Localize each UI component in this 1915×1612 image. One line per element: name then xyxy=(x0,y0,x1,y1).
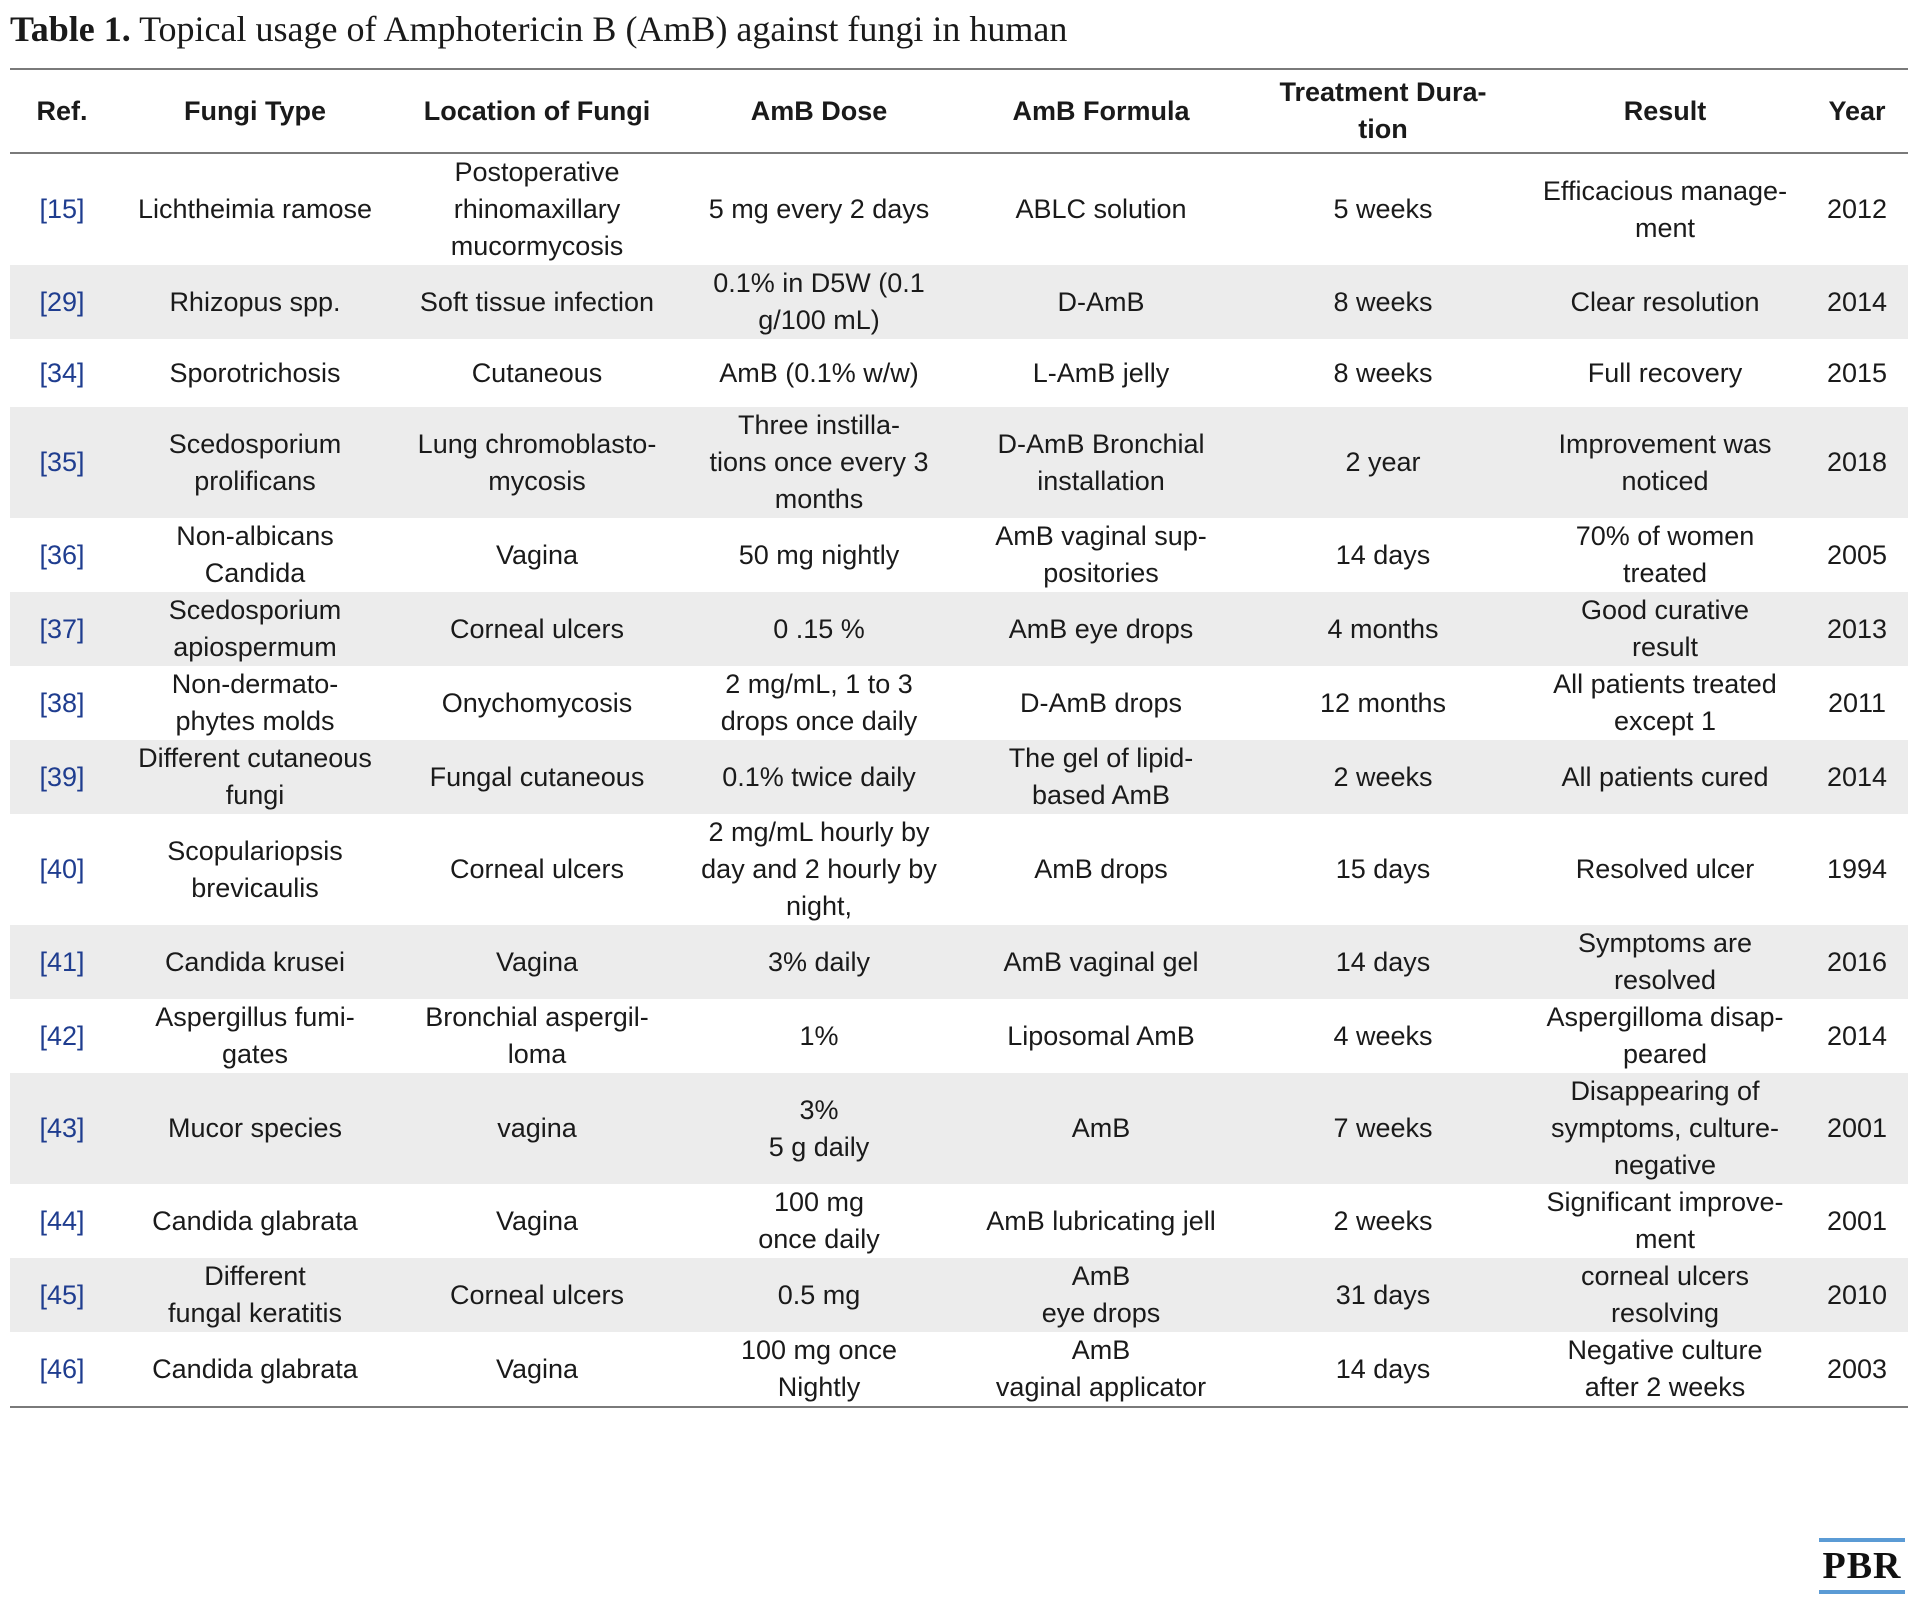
cell-dose: 100 mg once Nightly xyxy=(678,1332,960,1407)
table-row xyxy=(10,1184,1908,1258)
table-row xyxy=(10,339,1908,407)
cell-year: 1994 xyxy=(1826,854,1888,884)
header-fungi-type: Fungi Type xyxy=(114,69,396,153)
cell-formula: L-AmB jelly xyxy=(1032,357,1170,388)
table-row xyxy=(10,518,1908,592)
cell-location: Bronchial aspergil- loma xyxy=(425,1002,649,1069)
cell-location: Postoperative rhinomaxillary mucormycosis xyxy=(450,157,624,261)
logo-bar-top xyxy=(1819,1538,1905,1542)
header-year: Year xyxy=(1806,69,1908,153)
cell-formula: AmB vaginal gel xyxy=(960,925,1242,999)
cell-location: Vagina xyxy=(396,1332,678,1407)
table-row xyxy=(10,740,1908,814)
table-header-row xyxy=(10,69,1908,153)
table-row xyxy=(10,153,1908,265)
table-row xyxy=(10,925,1908,999)
cell-dose: 1% xyxy=(799,1020,839,1051)
cell-location: Vagina xyxy=(495,1205,579,1236)
cell-year: 2015 xyxy=(1826,357,1888,388)
cell-result: 70% of women treated xyxy=(1575,521,1755,588)
table-row xyxy=(10,999,1908,1073)
cell-ref[interactable]: [15] xyxy=(39,194,85,224)
cell-location: Cutaneous xyxy=(471,357,603,388)
cell-fungi-type: Scedosporium apiospermum xyxy=(114,592,396,666)
cell-year: 2016 xyxy=(1806,925,1908,999)
cell-year: 2014 xyxy=(1826,1020,1888,1051)
cell-result: All patients cured xyxy=(1524,740,1806,814)
cell-dose: 0.5 mg xyxy=(678,1258,960,1332)
cell-location: Corneal ulcers xyxy=(396,1258,678,1332)
table-row xyxy=(10,1332,1908,1407)
cell-location: Fungal cutaneous xyxy=(396,740,678,814)
table-row xyxy=(10,1073,1908,1184)
cell-fungi-type: Lichtheimia ramose xyxy=(137,194,373,224)
cell-result: Symptoms are resolved xyxy=(1524,925,1806,999)
cell-ref[interactable]: [34] xyxy=(39,357,85,388)
cell-ref[interactable]: [41] xyxy=(10,925,114,999)
cell-year: 2011 xyxy=(1827,687,1887,718)
header-location: Location of Fungi xyxy=(396,69,678,153)
cell-result: All patients treated except 1 xyxy=(1553,669,1777,736)
table-row xyxy=(10,814,1908,925)
cell-ref[interactable]: [37] xyxy=(10,592,114,666)
cell-dose: 100 mg once daily xyxy=(758,1187,880,1254)
cell-fungi-type: Sporotrichosis xyxy=(169,357,341,388)
cell-duration: 2 weeks xyxy=(1242,740,1524,814)
cell-fungi-type: Scopulariopsis brevicaulis xyxy=(167,835,343,903)
cell-formula: D-AmB drops xyxy=(1019,687,1183,718)
cell-result: Full recovery xyxy=(1587,357,1743,388)
cell-dose: 2 mg/mL, 1 to 3 drops once daily xyxy=(720,669,918,736)
cell-result: Negative culture after 2 weeks xyxy=(1524,1332,1806,1407)
cell-fungi-type: Candida glabrata xyxy=(152,1205,358,1236)
cell-dose: 0.1% in D5W (0.1 g/100 mL) xyxy=(678,265,960,339)
header-dose: AmB Dose xyxy=(678,69,960,153)
table-caption-label: Table 1. xyxy=(10,9,131,49)
cell-duration: 8 weeks xyxy=(1333,357,1433,388)
table-row xyxy=(10,666,1908,740)
cell-formula: ABLC solution xyxy=(1015,194,1187,224)
cell-formula: AmB lubricating jell xyxy=(986,1205,1216,1236)
logo-text: PBR xyxy=(1822,1545,1902,1587)
cell-formula: AmB xyxy=(960,1073,1242,1184)
cell-result: Improvement was noticed xyxy=(1524,407,1806,518)
cell-fungi-type: Different cutaneous fungi xyxy=(114,740,396,814)
cell-ref[interactable]: [35] xyxy=(10,407,114,518)
cell-fungi-type: Non-dermato- phytes molds xyxy=(171,669,339,736)
cell-dose: AmB (0.1% w/w) xyxy=(719,357,919,388)
cell-duration: 12 months xyxy=(1319,687,1447,718)
table-row xyxy=(10,592,1908,666)
cell-formula: AmB eye drops xyxy=(960,592,1242,666)
cell-location: Vagina xyxy=(396,925,678,999)
cell-formula: AmB eye drops xyxy=(960,1258,1242,1332)
cell-dose: 3% 5 g daily xyxy=(678,1073,960,1184)
cell-location: vagina xyxy=(396,1073,678,1184)
cell-formula: AmB drops xyxy=(1034,854,1168,884)
cell-ref[interactable]: [38] xyxy=(39,687,85,718)
cell-duration: 15 days xyxy=(1335,854,1431,884)
header-ref: Ref. xyxy=(10,69,114,153)
cell-dose: 0.1% twice daily xyxy=(678,740,960,814)
cell-ref[interactable]: [45] xyxy=(10,1258,114,1332)
cell-result: Disappearing of symptoms, culture- negative xyxy=(1524,1073,1806,1184)
cell-year: 2010 xyxy=(1806,1258,1908,1332)
cell-dose: 0 .15 % xyxy=(678,592,960,666)
cell-duration: 2 weeks xyxy=(1333,1205,1433,1236)
cell-year: 2003 xyxy=(1806,1332,1908,1407)
cell-result: Aspergilloma disap- peared xyxy=(1546,1002,1784,1069)
table-row xyxy=(10,265,1908,339)
cell-fungi-type: Scedosporium prolificans xyxy=(114,407,396,518)
cell-result: Clear resolution xyxy=(1524,265,1806,339)
cell-ref[interactable]: [36] xyxy=(39,539,85,570)
cell-duration: 4 months xyxy=(1242,592,1524,666)
table-row xyxy=(10,1258,1908,1332)
cell-year: 2013 xyxy=(1806,592,1908,666)
cell-formula: D-AmB xyxy=(960,265,1242,339)
table-body xyxy=(10,153,1908,1407)
cell-year: 2005 xyxy=(1826,539,1888,570)
cell-ref[interactable]: [43] xyxy=(10,1073,114,1184)
cell-ref[interactable]: [29] xyxy=(10,265,114,339)
cell-duration: 14 days xyxy=(1242,925,1524,999)
cell-location: Onychomycosis xyxy=(441,687,633,718)
cell-year: 2018 xyxy=(1806,407,1908,518)
cell-formula: Liposomal AmB xyxy=(1007,1020,1195,1051)
cell-year: 2001 xyxy=(1826,1205,1888,1236)
cell-ref[interactable]: [46] xyxy=(10,1332,114,1407)
cell-location: Corneal ulcers xyxy=(396,592,678,666)
cell-year: 2012 xyxy=(1826,194,1888,224)
cell-dose: 5 mg every 2 days xyxy=(708,194,930,224)
cell-dose: 2 mg/mL hourly by day and 2 hourly by night, xyxy=(701,817,937,921)
cell-result: corneal ulcers resolving xyxy=(1524,1258,1806,1332)
cell-formula: AmB vaginal sup- positories xyxy=(995,521,1207,588)
header-duration: Treatment Dura- tion xyxy=(1242,69,1524,153)
cell-dose: Three instilla- tions once every 3 months xyxy=(678,407,960,518)
cell-dose: 50 mg nightly xyxy=(738,539,900,570)
header-result: Result xyxy=(1524,69,1806,153)
cell-duration: 7 weeks xyxy=(1242,1073,1524,1184)
cell-location: Vagina xyxy=(495,539,579,570)
cell-duration: 31 days xyxy=(1242,1258,1524,1332)
table-caption-text: Topical usage of Amphotericin B (AmB) against fungi in human xyxy=(139,9,1068,49)
cell-formula: The gel of lipid- based AmB xyxy=(960,740,1242,814)
table-caption xyxy=(10,6,1900,52)
cell-duration: 14 days xyxy=(1335,539,1431,570)
cell-result: Good curative result xyxy=(1524,592,1806,666)
cell-ref[interactable]: [44] xyxy=(39,1205,85,1236)
cell-formula: AmB vaginal applicator xyxy=(960,1332,1242,1407)
table-row xyxy=(10,407,1908,518)
cell-fungi-type: Mucor species xyxy=(114,1073,396,1184)
header-formula: AmB Formula xyxy=(960,69,1242,153)
cell-formula: D-AmB Bronchial installation xyxy=(960,407,1242,518)
cell-fungi-type: Aspergillus fumi- gates xyxy=(155,1002,355,1069)
cell-fungi-type: Rhizopus spp. xyxy=(114,265,396,339)
cell-year: 2014 xyxy=(1806,265,1908,339)
cell-year: 2014 xyxy=(1806,740,1908,814)
logo-bar-bottom xyxy=(1819,1590,1905,1594)
cell-year: 2001 xyxy=(1806,1073,1908,1184)
pbr-logo xyxy=(1819,1538,1905,1594)
cell-ref[interactable]: [39] xyxy=(10,740,114,814)
cell-duration: 8 weeks xyxy=(1242,265,1524,339)
cell-duration: 14 days xyxy=(1242,1332,1524,1407)
cell-location: Corneal ulcers xyxy=(449,854,625,884)
cell-fungi-type: Candida glabrata xyxy=(114,1332,396,1407)
cell-result: Significant improve- ment xyxy=(1546,1187,1784,1254)
cell-duration: 2 year xyxy=(1242,407,1524,518)
cell-result: Efficacious manage- ment xyxy=(1542,175,1788,243)
cell-duration: 5 weeks xyxy=(1333,194,1433,224)
cell-location: Soft tissue infection xyxy=(396,265,678,339)
cell-location: Lung chromoblasto- mycosis xyxy=(396,407,678,518)
cell-fungi-type: Non-albicans Candida xyxy=(176,521,334,588)
cell-duration: 4 weeks xyxy=(1333,1020,1433,1051)
cell-fungi-type: Different fungal keratitis xyxy=(114,1258,396,1332)
amb-usage-table xyxy=(10,68,1908,1408)
cell-result: Resolved ulcer xyxy=(1575,854,1755,884)
cell-dose: 3% daily xyxy=(678,925,960,999)
cell-fungi-type: Candida krusei xyxy=(114,925,396,999)
cell-ref[interactable]: [40] xyxy=(39,854,85,884)
cell-ref[interactable]: [42] xyxy=(39,1020,85,1051)
